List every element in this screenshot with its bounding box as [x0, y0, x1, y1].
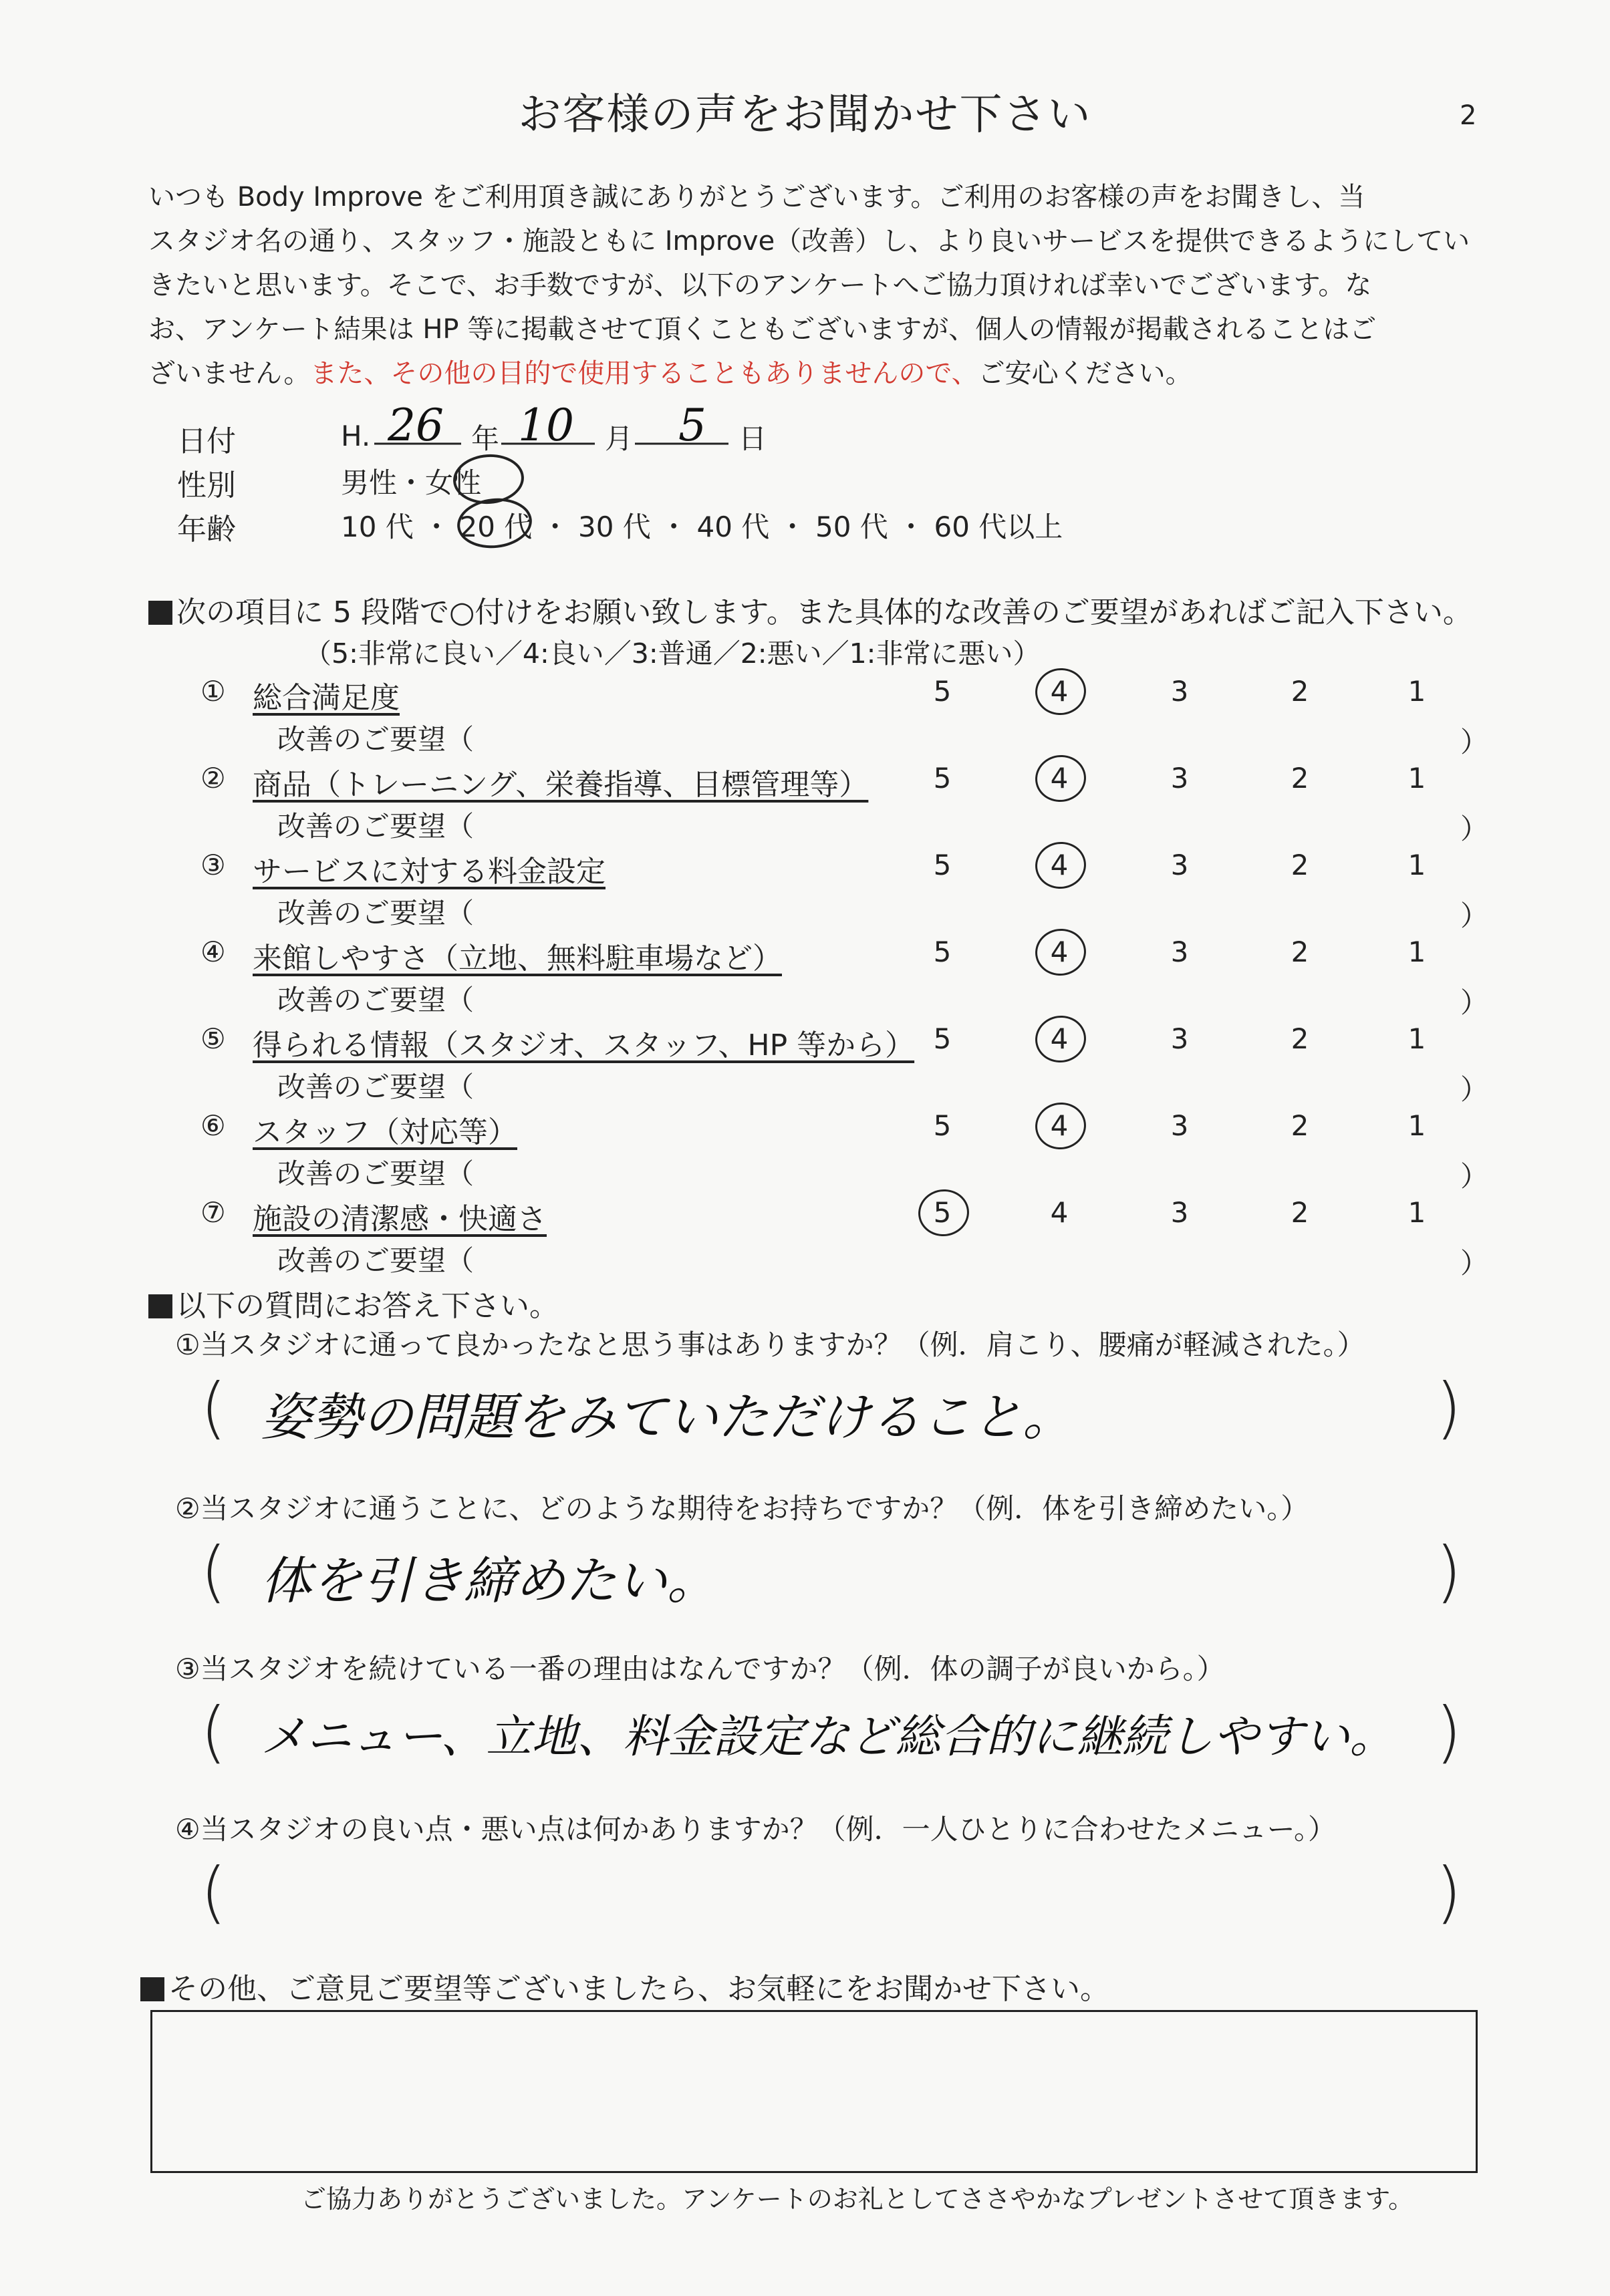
- answer-close-paren: ): [1436, 1532, 1462, 1610]
- intro-line: スタジオ名の通り、スタッフ・施設ともに Improve（改善）し、より良いサービスを提供できるようにしてい: [148, 226, 1470, 257]
- rating-item-title: 施設の清潔感・快適さ: [253, 1202, 547, 1236]
- rating-option-1[interactable]: 1: [1407, 936, 1426, 968]
- improvement-request-close-paren: ）: [1460, 1073, 1489, 1106]
- rating-item-number: ⑦: [200, 1196, 226, 1229]
- intro-line: きたいと思います。そこで、お手数ですが、以下のアンケートへご協力頂ければ幸いでございます。な: [148, 270, 1372, 301]
- rating-item-title: 来館しやすさ（立地、無料駐車場など）: [253, 942, 782, 976]
- rating-selected-circle: [915, 1186, 972, 1240]
- improvement-request-close-paren: ）: [1460, 899, 1489, 932]
- rating-item-title: サービスに対する料金設定: [253, 855, 606, 889]
- open-question-text: ①当スタジオに通って良かったなと思う事はありますか？（例．肩こり、腰痛が軽減された。）: [175, 1328, 1365, 1361]
- improvement-request-close-paren: ）: [1460, 1160, 1489, 1193]
- comment-box[interactable]: [150, 2010, 1478, 2173]
- rating-item-title: 商品（トレーニング、栄養指導、目標管理等）: [253, 768, 869, 802]
- rating-option-4[interactable]: 4: [1050, 1196, 1069, 1229]
- rating-item-number: ②: [200, 762, 226, 795]
- gender-label: 性別: [177, 468, 236, 503]
- rating-option-1[interactable]: 1: [1407, 1196, 1426, 1229]
- rating-option-4[interactable]: 4: [1050, 675, 1069, 708]
- age-label: 年齢: [177, 513, 236, 547]
- date-era: H.: [341, 420, 371, 452]
- answer-open-paren: (: [200, 1853, 227, 1931]
- gender-options: 男性・女性: [341, 466, 482, 499]
- comments-section-heading: その他、ご意見ご要望等ございましたら、お気軽にをお聞かせ下さい。: [140, 1965, 1109, 2007]
- rating-item-title: 得られる情報（スタジオ、スタッフ、HP 等から）: [253, 1028, 915, 1062]
- page-number: 2: [1460, 100, 1477, 131]
- improvement-request-label: 改善のご要望（: [277, 897, 475, 929]
- rating-option-4[interactable]: 4: [1050, 1022, 1069, 1055]
- handwritten-answer[interactable]: 体を引き締めたい。: [261, 1551, 718, 1610]
- rating-option-4[interactable]: 4: [1050, 936, 1069, 968]
- rating-option-3[interactable]: 3: [1170, 1196, 1189, 1229]
- rating-option-2[interactable]: 2: [1291, 675, 1309, 708]
- improvement-request-label: 改善のご要望（: [277, 1244, 475, 1277]
- date-month-value: 10: [518, 400, 574, 451]
- square-bullet-icon: [148, 601, 172, 625]
- rating-scale-legend: （5:非常に良い／4:良い／3:普通／2:悪い／1:非常に悪い）: [304, 637, 1041, 670]
- rating-selected-circle: [1032, 839, 1089, 892]
- rating-option-3[interactable]: 3: [1170, 936, 1189, 968]
- footer-thanks: ご協力ありがとうございました。アンケートのお礼としてささやかなプレゼントさせて頂きます。: [301, 2184, 1414, 2214]
- rating-item-number: ⑥: [200, 1109, 226, 1142]
- rating-option-1[interactable]: 1: [1407, 675, 1426, 708]
- intro-red-notice: また、その他の目的で使用することもありませんので、: [310, 358, 978, 389]
- rating-option-3[interactable]: 3: [1170, 849, 1189, 881]
- improvement-request-close-paren: ）: [1460, 813, 1489, 845]
- rating-item-number: ④: [200, 936, 226, 968]
- answer-open-paren: (: [200, 1693, 227, 1771]
- rating-item-number: ①: [200, 675, 226, 708]
- rating-option-1[interactable]: 1: [1407, 762, 1426, 795]
- answer-open-paren: (: [200, 1369, 227, 1447]
- rating-selected-circle: [1032, 665, 1089, 718]
- rating-option-3[interactable]: 3: [1170, 1022, 1189, 1055]
- handwritten-answer[interactable]: メニュー、立地、料金設定など総合的に継続しやすい。: [261, 1711, 1395, 1763]
- rating-option-5[interactable]: 5: [933, 849, 952, 881]
- improvement-request-close-paren: ）: [1460, 986, 1489, 1019]
- rating-option-5[interactable]: 5: [933, 762, 952, 795]
- answer-open-paren: (: [200, 1532, 227, 1610]
- answer-close-paren: ): [1436, 1693, 1462, 1771]
- year-unit: 年: [471, 422, 500, 455]
- questions-section-heading: 以下の質問にお答え下さい。: [148, 1282, 559, 1324]
- rating-item-number: ③: [200, 849, 226, 881]
- date-day-value: 5: [678, 400, 706, 451]
- rating-selected-circle: [1032, 1012, 1089, 1066]
- improvement-request-label: 改善のご要望（: [277, 1157, 475, 1190]
- date-underline: [374, 437, 789, 450]
- intro-text-end: ご安心ください。: [978, 358, 1192, 389]
- rating-option-4[interactable]: 4: [1050, 762, 1069, 795]
- answer-close-paren: ): [1436, 1369, 1462, 1447]
- rating-option-5[interactable]: 5: [933, 1196, 952, 1229]
- rating-selected-circle: [1032, 1099, 1089, 1153]
- intro-text: ざいません。: [148, 358, 311, 389]
- rating-option-5[interactable]: 5: [933, 1022, 952, 1055]
- improvement-request-label: 改善のご要望（: [277, 810, 475, 843]
- date-label: 日付: [177, 424, 236, 458]
- improvement-request-label: 改善のご要望（: [277, 723, 475, 756]
- rating-option-2[interactable]: 2: [1291, 849, 1309, 881]
- rating-option-1[interactable]: 1: [1407, 849, 1426, 881]
- rating-option-5[interactable]: 5: [933, 675, 952, 708]
- date-year-value: 26: [388, 400, 444, 451]
- answer-close-paren: ): [1436, 1853, 1462, 1931]
- rating-option-2[interactable]: 2: [1291, 1022, 1309, 1055]
- improvement-request-label: 改善のご要望（: [277, 1070, 475, 1103]
- square-bullet-icon: [140, 1977, 164, 2001]
- rating-selected-circle: [1032, 752, 1089, 805]
- handwritten-answer[interactable]: 姿勢の問題をみていただけること。: [261, 1387, 1073, 1447]
- open-question-text: ③当スタジオを続けている一番の理由はなんですか？（例．体の調子が良いから。）: [175, 1653, 1225, 1685]
- open-question-text: ④当スタジオの良い点・悪い点は何かありますか？（例．一人ひとりに合わせたメニュー。）: [175, 1813, 1336, 1846]
- rating-item-number: ⑤: [200, 1022, 226, 1055]
- rating-option-5[interactable]: 5: [933, 936, 952, 968]
- rating-option-3[interactable]: 3: [1170, 1109, 1189, 1142]
- month-unit: 月: [605, 422, 634, 455]
- improvement-request-close-paren: ）: [1460, 726, 1489, 758]
- rating-selected-circle: [1032, 925, 1089, 979]
- rating-item-title: スタッフ（対応等）: [253, 1115, 517, 1149]
- intro-paragraph: [148, 175, 1478, 396]
- page-title: お客様の声をお聞かせ下さい: [518, 90, 1092, 140]
- improvement-request-close-paren: ）: [1460, 1247, 1489, 1280]
- rating-option-2[interactable]: 2: [1291, 1109, 1309, 1142]
- day-unit: 日: [739, 422, 767, 455]
- improvement-request-label: 改善のご要望（: [277, 984, 475, 1016]
- rating-option-1[interactable]: 1: [1407, 1022, 1426, 1055]
- intro-line: いつも Body Improve をご利用頂き誠にありがとうございます。ご利用のお客様の声をお聞きし、当: [148, 182, 1365, 212]
- rating-item-title: 総合満足度: [253, 681, 400, 715]
- intro-line: お、アンケート結果は HP 等に掲載させて頂くこともございますが、個人の情報が掲載されることはご: [148, 314, 1377, 345]
- square-bullet-icon: [148, 1294, 172, 1318]
- open-question-text: ②当スタジオに通うことに、どのような期待をお持ちですか？（例．体を引き締めたい。）: [175, 1492, 1309, 1525]
- rating-option-4[interactable]: 4: [1050, 1109, 1069, 1142]
- rating-section-heading: 次の項目に 5 段階で○付けをお願い致します。また具体的な改善のご要望があればご記入下さい。: [148, 588, 1472, 631]
- rating-option-4[interactable]: 4: [1050, 849, 1069, 881]
- rating-option-3[interactable]: 3: [1170, 762, 1189, 795]
- rating-option-2[interactable]: 2: [1291, 762, 1309, 795]
- rating-option-1[interactable]: 1: [1407, 1109, 1426, 1142]
- rating-option-2[interactable]: 2: [1291, 936, 1309, 968]
- age-options: 10 代 ・ 20 代 ・ 30 代 ・ 40 代 ・ 50 代 ・ 60 代以上: [341, 511, 1063, 543]
- rating-option-5[interactable]: 5: [933, 1109, 952, 1142]
- rating-option-2[interactable]: 2: [1291, 1196, 1309, 1229]
- intro-line-last: [148, 351, 1478, 396]
- rating-option-3[interactable]: 3: [1170, 675, 1189, 708]
